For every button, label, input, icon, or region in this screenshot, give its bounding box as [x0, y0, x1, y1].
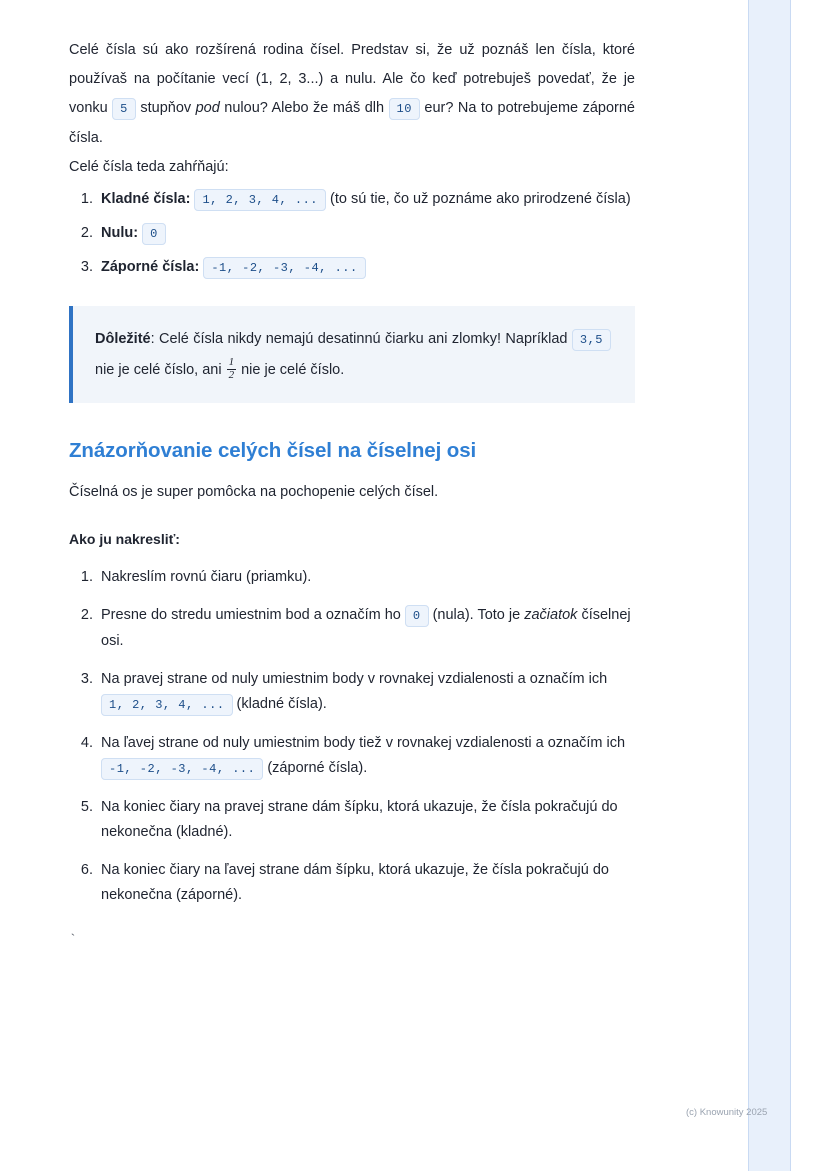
fraction-one-half	[227, 357, 237, 381]
step-text-1: Na pravej strane od nuly umiestnim body v rovnakej vzdialenosti a označím ich	[101, 671, 608, 687]
list-item-tail: (to sú tie, čo už poznáme ako prirodzené čísla)	[326, 191, 631, 207]
inline-code-decimal: 3,5	[572, 329, 611, 351]
howto-heading: Ako ju nakresliť:	[69, 531, 180, 547]
stray-backtick: `	[69, 932, 77, 947]
list-item	[97, 795, 635, 845]
list-item	[97, 603, 635, 654]
list-item	[97, 186, 635, 214]
step-text-1: Presne do stredu umiestnim bod a označím ho	[101, 607, 405, 623]
list-item	[97, 565, 635, 590]
intro-emphasis-pod: pod	[195, 100, 220, 116]
integers-list	[69, 186, 635, 282]
section-note: Číselná os je super pomôcka na pochopenie celých čísel.	[69, 484, 439, 500]
callout-text-2: nie je celé číslo, ani	[95, 362, 226, 378]
step-text-3: číselnej osi.	[101, 607, 631, 649]
document-content	[69, 36, 635, 947]
list-item	[97, 667, 635, 718]
intro-text-part2: stupňov	[135, 100, 196, 116]
inline-code-zero-step: 0	[405, 605, 429, 627]
inline-code-negatives-step: -1, -2, -3, -4, ...	[101, 758, 263, 780]
inline-code-zero: 0	[142, 223, 166, 245]
right-margin-line-left	[748, 0, 749, 1171]
intro-text-part4: eur? Na to potrebujeme záporné čísla.	[69, 100, 635, 146]
howto-steps-list	[69, 565, 635, 908]
list-item-label: Kladné čísla:	[101, 191, 191, 207]
intro-text-part3: nulou? Alebo že máš dlh	[219, 100, 389, 116]
fraction-numerator: 1	[228, 356, 235, 369]
inline-code-positives-step: 1, 2, 3, 4, ...	[101, 694, 233, 716]
intro-text-part1: Celé čísla sú ako rozšírená rodina čísel. Predstav si, že už poznáš len čísla, ktoré používaš na počítanie vecí (1, 2, 3...) a nulu. Ale čo keď potrebuješ povedať, že je vonku	[69, 42, 635, 116]
section-title: Znázorňovanie celých čísel na číselnej osi	[69, 439, 477, 462]
inline-code-10: 10	[389, 98, 420, 120]
list-item	[97, 254, 635, 282]
callout-text-1: : Celé čísla nikdy nemajú desatinnú čiarku ani zlomky! Napríklad	[150, 331, 572, 347]
footer-copyright: (c) Knowunity 2025	[686, 1107, 768, 1118]
list-item	[97, 731, 635, 782]
step-text-2: (nula). Toto je	[428, 607, 525, 623]
step-text-1: Na ľavej strane od nuly umiestnim body tiež v rovnakej vzdialenosti a označím ich	[101, 735, 626, 751]
step-emphasis-zaciatok: začiatok	[524, 607, 578, 623]
inline-code-5: 5	[112, 98, 136, 120]
list-item	[97, 220, 635, 248]
fraction-denominator: 2	[228, 368, 235, 381]
step-text-2: (záporné čísla).	[263, 760, 368, 776]
list-item-label: Nulu:	[101, 225, 139, 241]
step-text-1: Nakreslím rovnú čiaru (priamku).	[101, 569, 312, 585]
right-margin-strip	[749, 0, 790, 1171]
right-margin-line-right	[790, 0, 791, 1171]
list-item	[97, 858, 635, 908]
step-text-1: Na koniec čiary na pravej strane dám šípku, ktorá ukazuje, že čísla pokračujú do nekonečna (kladné).	[101, 799, 618, 840]
inline-code-negatives: -1, -2, -3, -4, ...	[203, 257, 365, 279]
list-item-label: Záporné čísla:	[101, 259, 200, 275]
lead-paragraph: Celé čísla teda zahŕňajú:	[69, 159, 229, 175]
step-text-1: Na koniec čiary na ľavej strane dám šípku, ktorá ukazuje, že čísla pokračujú do nekonečna (záporné).	[101, 862, 609, 903]
inline-code-positives: 1, 2, 3, 4, ...	[194, 189, 326, 211]
important-callout	[69, 306, 635, 403]
callout-label: Dôležité	[95, 331, 151, 347]
callout-text-3: nie je celé číslo.	[237, 362, 345, 378]
step-text-2: (kladné čísla).	[232, 696, 327, 712]
intro-paragraph	[69, 36, 635, 153]
